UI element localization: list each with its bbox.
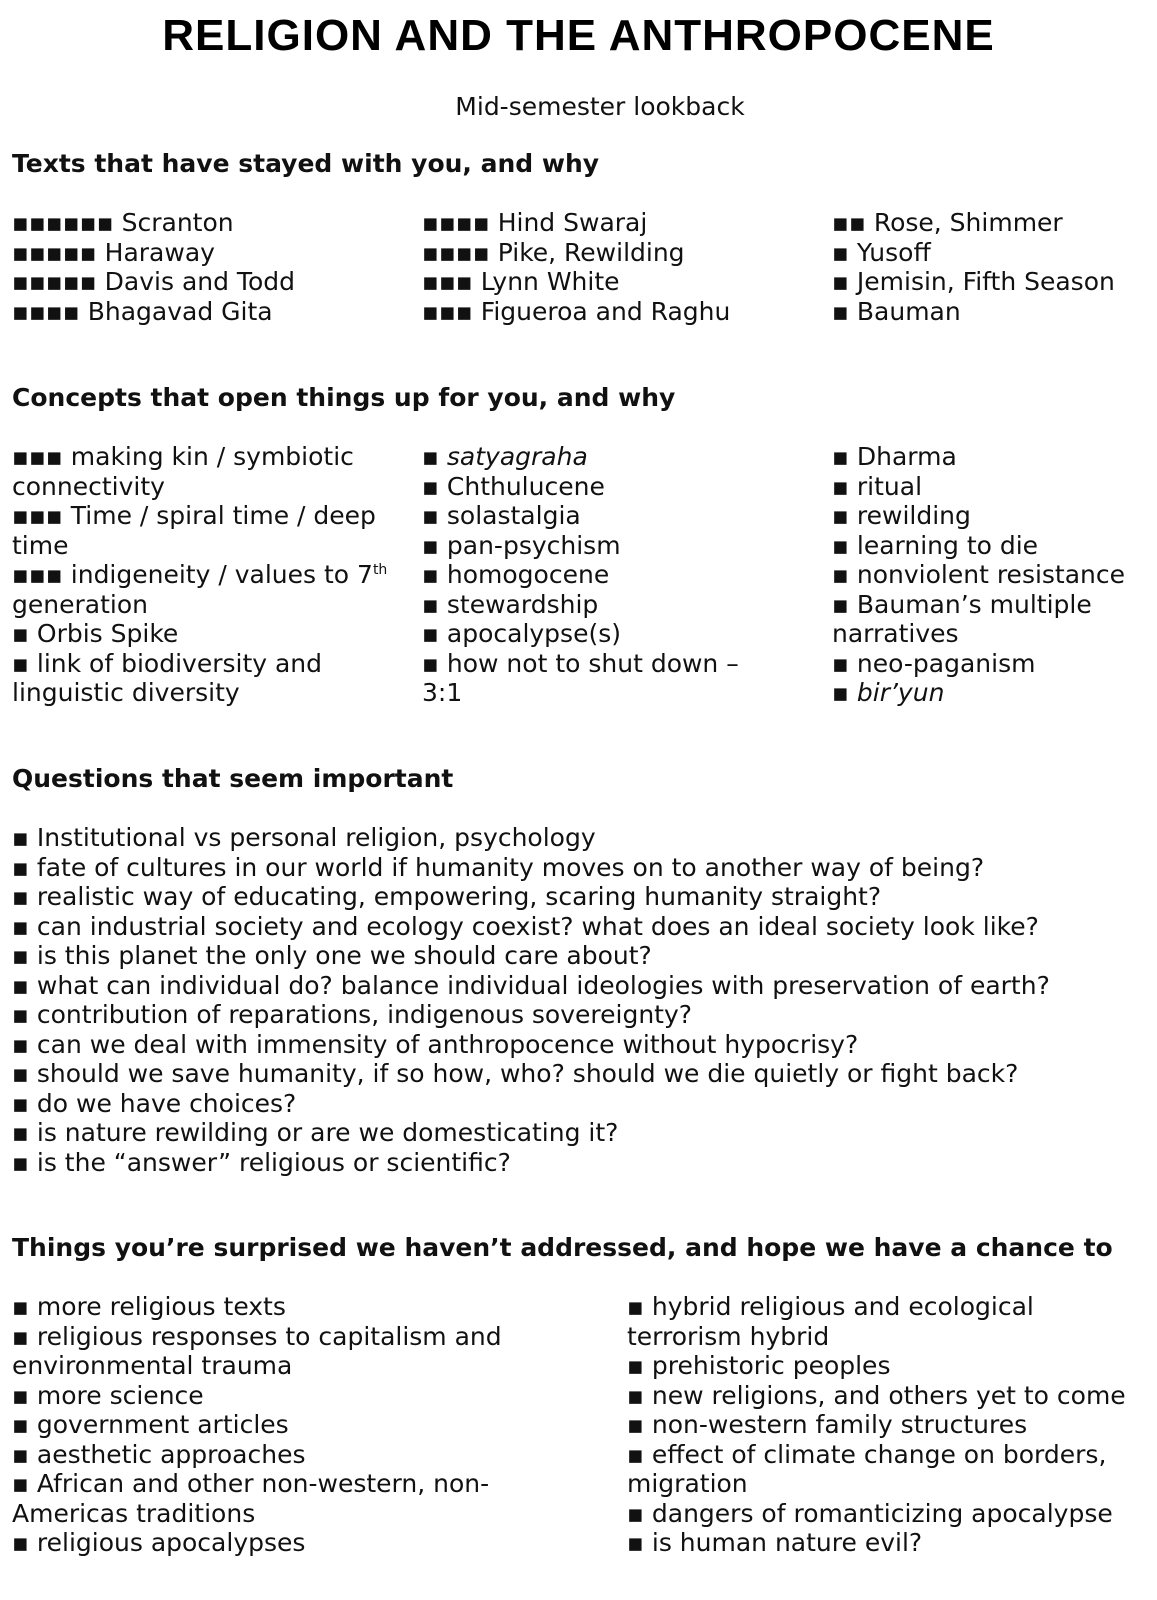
list-item: ▪▪▪ Lynn White (422, 267, 620, 296)
list-item: ▪ religious apocalypses (12, 1528, 306, 1557)
list-item: ▪ more science (12, 1380, 204, 1410)
list-item: ▪ prehistoric peoples (627, 1351, 891, 1380)
list-item: ▪ Institutional vs personal religion, psychology (12, 823, 596, 852)
list-item: ▪ non-western family structures (627, 1410, 1028, 1439)
list-item: ▪ government articles (12, 1410, 289, 1439)
list-item: ▪ can we deal with immensity of anthropocence without hypocrisy? (12, 1029, 859, 1059)
list-item: ▪▪▪▪ Pike, Rewilding (422, 237, 685, 267)
list-item: ▪ Chthulucene (422, 471, 605, 501)
list-item-text: satyagraha (446, 442, 588, 471)
list-item (832, 678, 1152, 708)
list-item: ▪▪▪▪▪ Davis and Todd (12, 267, 295, 296)
list-item: ▪ Bauman (832, 296, 961, 326)
list-item: ▪ hybrid religious and ecological terrorism hybrid (627, 1292, 1034, 1351)
list-item: ▪ contribution of reparations, indigenous sovereignty? (12, 1000, 693, 1029)
list-item: ▪ African and other non-western, non-Americas traditions (12, 1469, 490, 1528)
list-item: ▪ can industrial society and ecology coexist? what does an ideal society look like? (12, 911, 1039, 941)
texts-heading: Texts that have stayed with you, and why (12, 149, 600, 178)
list-item: ▪ homogocene (422, 560, 610, 589)
list-item (12, 560, 407, 619)
questions-list (12, 823, 1152, 1177)
page-subtitle: Mid-semester lookback (455, 92, 745, 121)
list-item: ▪ Dharma (832, 442, 957, 471)
list-item: ▪ realistic way of educating, empowering, scaring humanity straight? (12, 882, 882, 911)
list-item: ▪ Bauman’s multiple narratives (832, 589, 1092, 648)
texts-column-1 (12, 208, 412, 326)
surprised-heading: Things you’re surprised we haven’t addressed, and hope we have a chance to (12, 1233, 1113, 1262)
concepts-column-3 (832, 442, 1152, 708)
list-item: ▪ more religious texts (12, 1292, 286, 1321)
list-item: ▪ what can individual do? balance individual ideologies with preservation of earth? (12, 970, 1050, 1000)
questions-heading: Questions that seem important (12, 764, 454, 793)
list-item: ▪ Yusoff (832, 237, 931, 267)
list-item: ▪ effect of climate change on borders, migration (627, 1439, 1107, 1498)
list-item: ▪ link of biodiversity and linguistic diversity (12, 648, 323, 707)
list-item: ▪ ritual (832, 471, 923, 501)
list-item: ▪▪▪ Time / spiral time / deep time (12, 501, 376, 560)
list-item: ▪▪ Rose, Shimmer (832, 208, 1063, 237)
list-item: ▪ stewardship (422, 589, 599, 619)
list-item: ▪ Jemisin, Fifth Season (832, 267, 1115, 296)
concepts-column-1 (12, 442, 407, 708)
list-item: ▪ pan-psychism (422, 530, 621, 560)
texts-column-3 (832, 208, 1152, 326)
list-item: ▪ do we have choices? (12, 1088, 297, 1118)
concepts-heading: Concepts that open things up for you, and why (12, 383, 676, 412)
list-item: ▪ rewilding (832, 501, 971, 530)
list-item: ▪ neo-paganism (832, 648, 1036, 678)
list-item: ▪ new religions, and others yet to come (627, 1380, 1126, 1410)
concepts-column-2 (422, 442, 822, 708)
bullet: ▪ (832, 678, 857, 707)
list-item: ▪ how not to shut down – 3:1 (422, 648, 739, 707)
list-item: ▪ fate of cultures in our world if humanity moves on to another way of being? (12, 852, 985, 882)
list-item: ▪ solastalgia (422, 501, 581, 530)
list-item: ▪ is the “answer” religious or scientific? (12, 1147, 511, 1177)
list-item: ▪ aesthetic approaches (12, 1439, 306, 1469)
list-item: ▪ is this planet the only one we should care about? (12, 941, 652, 970)
list-item: ▪ religious responses to capitalism and environmental trauma (12, 1321, 502, 1380)
page-title: RELIGION AND THE ANTHROPOCENE (162, 11, 995, 60)
list-item-text: bir’yun (856, 678, 945, 707)
list-item: ▪▪▪ making kin / symbiotic connectivity (12, 442, 354, 501)
list-item: ▪ nonviolent resistance (832, 560, 1126, 589)
list-item: ▪ dangers of romanticizing apocalypse (627, 1498, 1113, 1528)
list-item: ▪ is nature rewilding or are we domesticating it? (12, 1118, 619, 1147)
list-item: ▪ learning to die (832, 530, 1039, 560)
list-item: ▪▪▪▪▪▪ Scranton (12, 208, 234, 237)
list-item-text: ▪▪▪ indigeneity / values to 7 (12, 560, 373, 589)
list-item: ▪▪▪▪▪ Haraway (12, 237, 215, 267)
surprised-column-1 (12, 1292, 572, 1558)
list-item: ▪ is human nature evil? (627, 1528, 923, 1557)
list-item: ▪▪▪▪ Hind Swaraj (422, 208, 648, 237)
ordinal-suffix: th (372, 562, 388, 578)
list-item: ▪▪▪▪ Bhagavad Gita (12, 296, 273, 326)
list-item: ▪ Orbis Spike (12, 619, 179, 648)
list-item: ▪ apocalypse(s) (422, 619, 621, 648)
list-item: ▪ should we save humanity, if so how, who? should we die quietly or fight back? (12, 1059, 1019, 1088)
surprised-column-2 (627, 1292, 1155, 1558)
list-item (422, 442, 822, 472)
list-item-text: generation (12, 589, 148, 619)
list-item: ▪▪▪ Figueroa and Raghu (422, 296, 731, 326)
texts-column-2 (422, 208, 822, 326)
bullet: ▪ (422, 442, 447, 471)
